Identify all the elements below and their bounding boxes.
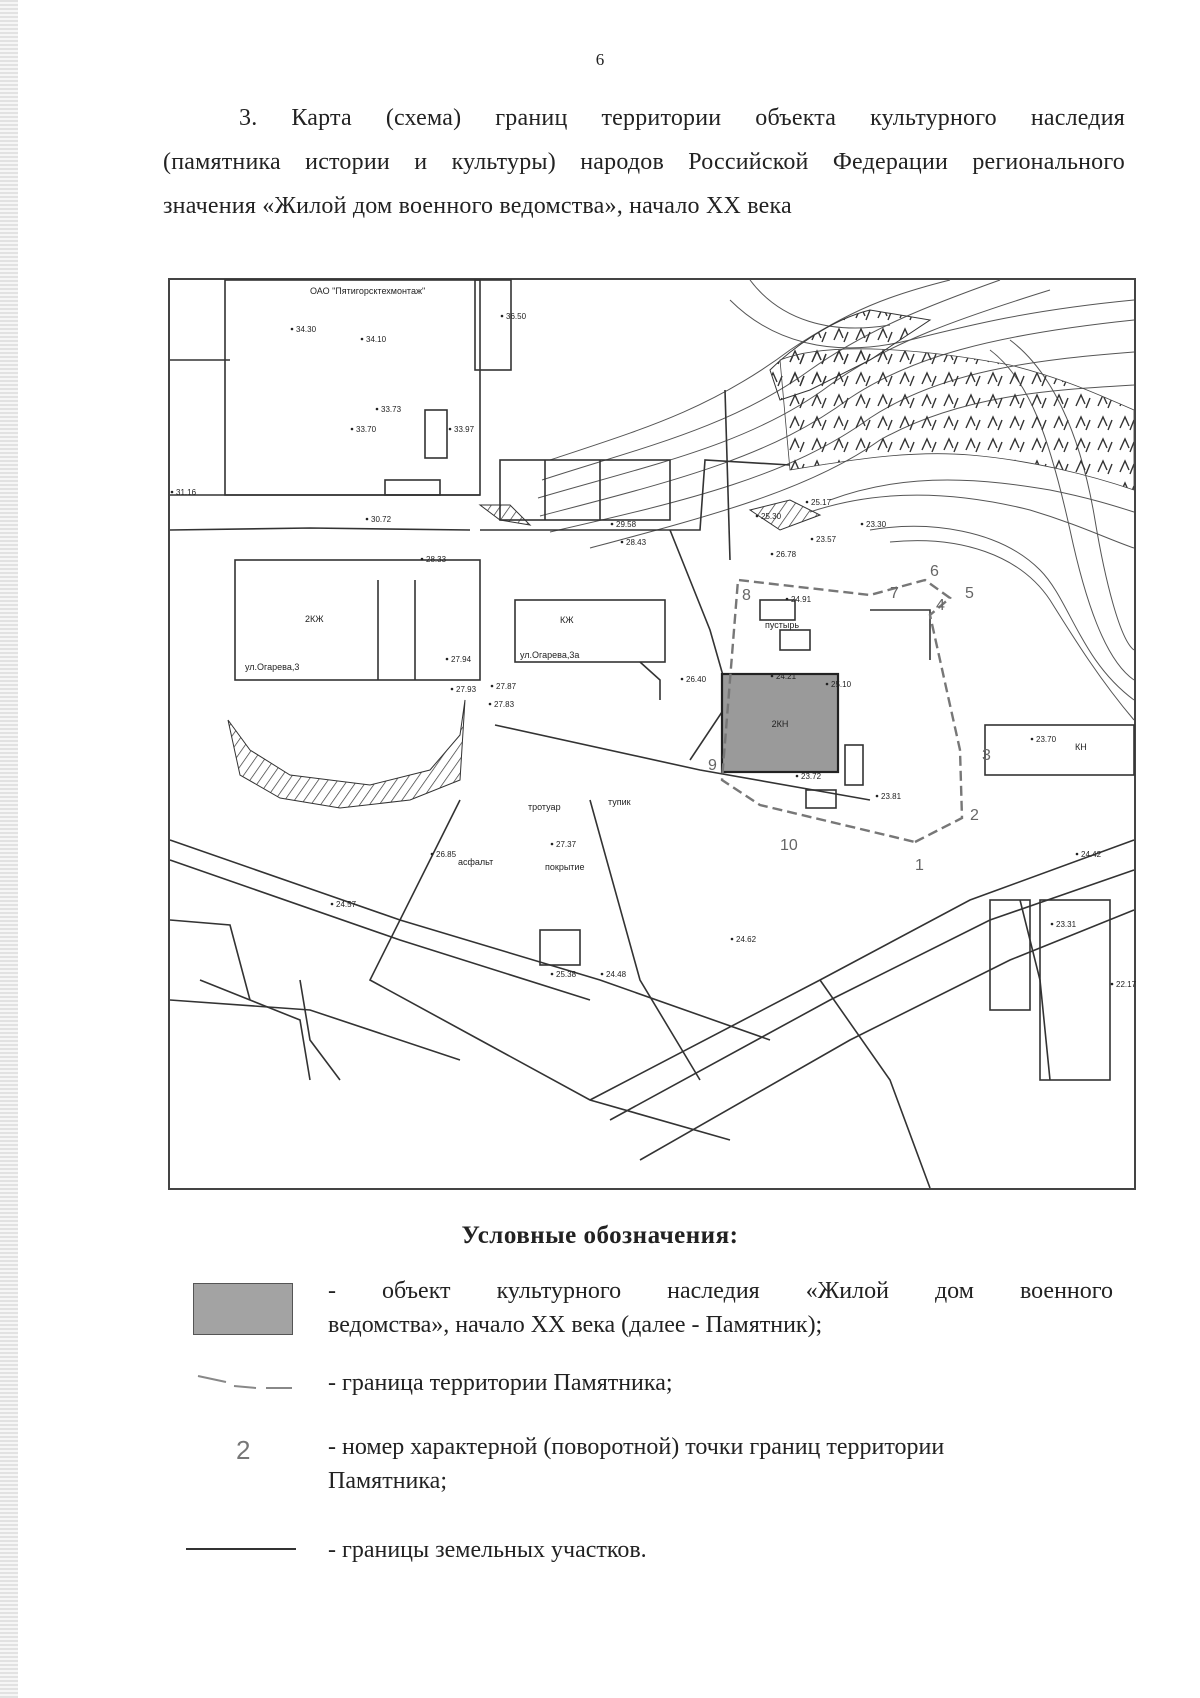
elevation-dot — [771, 675, 774, 678]
elevation-dot — [351, 428, 354, 431]
elevation-dot — [361, 338, 364, 341]
page-number: 6 — [595, 50, 605, 69]
monument-code-label: 2КН — [771, 719, 789, 729]
elevation-label: 22.17 — [1116, 980, 1137, 989]
map-label-kzh-a: 2КЖ — [305, 614, 324, 624]
map-svg — [170, 280, 1137, 1188]
elevation-label: 24.48 — [606, 970, 627, 979]
elevation-dot — [431, 853, 434, 856]
elevation-dot — [1051, 923, 1054, 926]
elevation-dot — [601, 973, 604, 976]
legend-boundary-symbol — [196, 1372, 296, 1392]
heading-line-1: 3. Карта (схема) границ территории объекта культурного наследия — [239, 105, 1125, 131]
elevation-label: 34.30 — [296, 325, 317, 334]
elevation-label: 33.73 — [381, 405, 402, 414]
elevation-label: 26.85 — [436, 850, 457, 859]
map-label-kn: КН — [1075, 742, 1087, 752]
elevation-label: 23.30 — [866, 520, 887, 529]
boundary-point-4: 4 — [936, 597, 945, 614]
elevation-label: 30.72 — [371, 515, 392, 524]
elevation-dot — [491, 685, 494, 688]
elevation-dot — [1111, 983, 1114, 986]
elevation-label: 27.87 — [496, 682, 517, 691]
elevation-dot — [551, 843, 554, 846]
legend-item-monument — [328, 1274, 1113, 1342]
elevation-label: 34.10 — [366, 335, 387, 344]
elevation-label: 26.78 — [776, 550, 797, 559]
elevation-label: 36.50 — [506, 312, 527, 321]
heading — [163, 96, 1125, 228]
elevation-dot — [451, 688, 454, 691]
elevation-label: 28.43 — [626, 538, 647, 547]
legend-monument-swatch — [193, 1283, 293, 1335]
elevation-label: 24.42 — [1081, 850, 1102, 859]
elevation-label: 24.91 — [791, 595, 812, 604]
elevation-label: 28.33 — [426, 555, 447, 564]
boundary-point-8: 8 — [742, 587, 751, 604]
heading-line-3: значения «Жилой дом военного ведомства», начало XX века — [163, 193, 792, 219]
boundary-point-6: 6 — [930, 563, 939, 580]
elevation-label: 27.37 — [556, 840, 577, 849]
elevation-label: 27.94 — [451, 655, 472, 664]
elevation-dot — [421, 558, 424, 561]
elevation-dot — [806, 501, 809, 504]
map-label-org: ОАО "Пятигорсктехмонтаж" — [310, 286, 426, 296]
elevation-dot — [446, 658, 449, 661]
cadastral-map — [168, 278, 1136, 1190]
legend-parcel-line-symbol — [186, 1548, 296, 1550]
boundary-point-3: 3 — [982, 747, 991, 764]
boundary-point-5: 5 — [965, 585, 974, 602]
elevation-label: 24.57 — [336, 900, 357, 909]
elevation-dot — [756, 515, 759, 518]
elevation-dot — [171, 491, 174, 494]
map-label-pavement: покрытие — [545, 862, 585, 872]
legend-item-point-line-2: Памятника; — [328, 1468, 448, 1494]
elevation-dot — [331, 903, 334, 906]
elevation-label: 25.38 — [556, 970, 577, 979]
elevation-dot — [681, 678, 684, 681]
elevation-dot — [811, 538, 814, 541]
elevation-label: 27.83 — [494, 700, 515, 709]
elevation-dot — [826, 683, 829, 686]
map-label-asphalt: асфальт — [458, 857, 494, 867]
elevation-label: 27.93 — [456, 685, 477, 694]
elevation-dot — [291, 328, 294, 331]
elevation-dot — [376, 408, 379, 411]
scan-edge — [0, 0, 18, 1698]
map-label-kzh-b: КЖ — [560, 615, 574, 625]
map-label-address-1: ул.Огарева,3 — [245, 662, 300, 672]
elevation-dot — [861, 523, 864, 526]
elevation-dot — [1076, 853, 1079, 856]
elevation-dot — [551, 973, 554, 976]
elevation-label: 23.57 — [816, 535, 837, 544]
map-label-sidewalk: тротуар — [528, 802, 561, 812]
elevation-label: 26.40 — [686, 675, 707, 684]
elevation-label: 23.70 — [1036, 735, 1057, 744]
elevation-label: 25.30 — [761, 512, 782, 521]
elevation-dot — [796, 775, 799, 778]
legend-title: Условные обозначения: — [461, 1222, 739, 1249]
elevation-label: 24.62 — [736, 935, 757, 944]
elevation-dot — [786, 598, 789, 601]
elevation-dot — [366, 518, 369, 521]
elevation-label: 25.17 — [811, 498, 832, 507]
elevation-label: 29.58 — [616, 520, 637, 529]
elevation-dot — [1031, 738, 1034, 741]
map-label-dead-end: тупик — [608, 797, 631, 807]
legend-item-point-line-1: - номер характерной (поворотной) точки границ территории — [328, 1434, 945, 1460]
elevation-dot — [771, 553, 774, 556]
elevation-label: 23.81 — [881, 792, 902, 801]
elevation-label: 25.10 — [831, 680, 852, 689]
elevation-label: 33.70 — [356, 425, 377, 434]
elevation-label: 33.97 — [454, 425, 475, 434]
elevation-dot — [449, 428, 452, 431]
elevation-dot — [731, 938, 734, 941]
legend-item-boundary: - граница территории Памятника; — [328, 1370, 673, 1396]
elevation-label: 23.72 — [801, 772, 822, 781]
boundary-point-1: 1 — [915, 857, 924, 874]
boundary-point-9: 9 — [708, 757, 717, 774]
elevation-label: 23.31 — [1056, 920, 1077, 929]
legend-item-point — [328, 1430, 944, 1498]
legend-item-monument-line-2: ведомства», начало XX века (далее - Памятник); — [328, 1312, 823, 1338]
elevation-dot — [611, 523, 614, 526]
elevation-dot — [621, 541, 624, 544]
legend-item-parcel: - границы земельных участков. — [328, 1537, 647, 1563]
map-label-address-2: ул.Огарева,3а — [520, 650, 580, 660]
elevation-dot — [876, 795, 879, 798]
boundary-point-7: 7 — [890, 585, 899, 602]
elevation-label: 24.21 — [776, 672, 797, 681]
boundary-point-10: 10 — [780, 837, 798, 854]
legend-point-number-symbol: 2 — [236, 1435, 251, 1465]
heading-line-2: (памятника истории и культуры) народов Российской Федерации регионального — [163, 149, 1125, 175]
elevation-dot — [489, 703, 492, 706]
elevation-label: 31.16 — [176, 488, 197, 497]
legend-item-monument-line-1: - объект культурного наследия «Жилой дом военного — [328, 1278, 1113, 1304]
map-label-vacant: пустырь — [765, 620, 800, 630]
elevation-dot — [501, 315, 504, 318]
boundary-point-2: 2 — [970, 807, 979, 824]
